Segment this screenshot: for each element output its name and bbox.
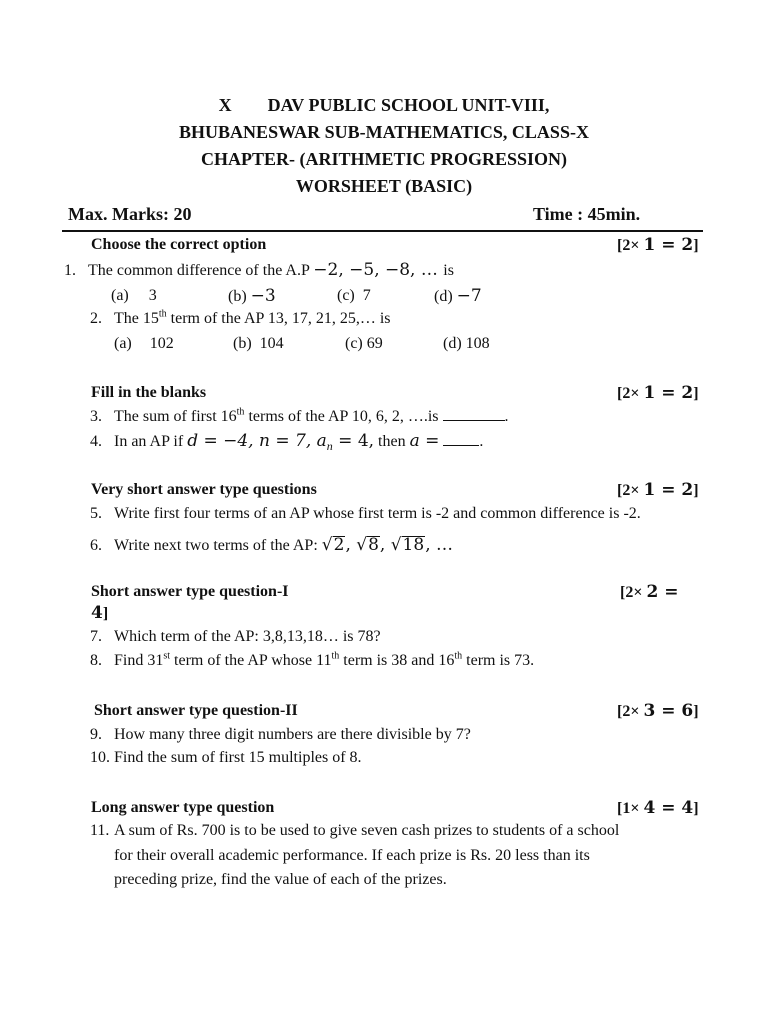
q1-option-a: (a) 3: [111, 287, 157, 304]
question-6: 6. Write next two terms of the AP: √2, √8, √18, …: [90, 535, 453, 555]
question-11-line-3: preceding prize, find the value of each of the prizes.: [114, 871, 447, 888]
section-marks-fill-blanks: [2× 1 = 2]: [617, 383, 699, 403]
section-marks-mcq: [2× 1 = 2]: [617, 235, 699, 255]
question-7: 7. Which term of the AP: 3,8,13,18… is 78?: [90, 628, 381, 645]
worksheet-title: WORSHEET (BASIC): [295, 176, 473, 196]
answer-blank[interactable]: [443, 431, 479, 446]
section-title-long: Long answer type question: [91, 799, 275, 816]
school-title: [0, 95, 768, 115]
time-allowed: Time : 45min.: [533, 204, 641, 224]
section-title-short-1: Short answer type question-I: [91, 583, 289, 600]
question-2: 2. The 15th term of the AP 13, 17, 21, 25,… is: [90, 308, 391, 327]
school-name: DAV PUBLIC SCHOOL UNIT-VIII,: [267, 95, 550, 115]
question-11-line-2: for their overall academic performance. If each prize is Rs. 20 less than its: [114, 847, 590, 864]
section-marks-short-2: [2× 3 = 6]: [617, 701, 699, 721]
section-title-mcq: Choose the correct option: [91, 236, 267, 253]
q2-option-a: (a) 102: [114, 335, 174, 352]
q2-option-c: (c) 69: [345, 335, 383, 352]
section-marks-short-1: [2× 2 =: [620, 582, 679, 602]
q2-option-d: (d) 108: [443, 335, 490, 352]
question-5: 5. Write first four terms of an AP whose first term is -2 and common difference is -2.: [90, 505, 641, 522]
question-10: 10. Find the sum of first 15 multiples of 8.: [90, 749, 362, 766]
question-9: 9. How many three digit numbers are there divisible by 7?: [90, 726, 471, 743]
section-title-very-short: Very short answer type questions: [91, 481, 317, 498]
answer-blank[interactable]: [443, 406, 505, 421]
section-marks-long: [1× 4 = 4]: [617, 798, 699, 818]
section-marks-short-1-wrap: 4]: [91, 603, 109, 623]
class-label: X: [218, 95, 232, 115]
section-title-fill-blanks: Fill in the blanks: [91, 384, 207, 401]
question-8: 8. Find 31st term of the AP whose 11th term is 38 and 16th term is 73.: [90, 650, 535, 669]
max-marks: Max. Marks: 20: [68, 204, 192, 224]
question-1: 1. The common difference of the A.P −2, −5, −8, … is: [64, 260, 454, 280]
question-11: 11. A sum of Rs. 700 is to be used to give seven cash prizes to students of a school: [90, 822, 620, 839]
q1-option-d: (d) −7: [434, 286, 482, 306]
sqrt-2: √2, √8, √18, …: [321, 535, 453, 555]
chapter-line: CHAPTER- (ARITHMETIC PROGRESSION): [200, 149, 568, 169]
question-3: 3. The sum of first 16th terms of the AP 10, 6, 2, ….is .: [90, 406, 509, 425]
q1-option-b: (b) −3: [228, 286, 276, 306]
section-title-short-2: Short answer type question-II: [94, 702, 298, 719]
section-marks-very-short: [2× 1 = 2]: [617, 480, 699, 500]
subject-line: BHUBANESWAR SUB-MATHEMATICS, CLASS-X: [179, 122, 589, 142]
question-4: 4. In an AP if d = −4, n = 7, $a_n = 4$, then a = .: [90, 431, 484, 454]
header-divider: [62, 230, 703, 232]
q2-option-b: (b) 104: [233, 335, 284, 352]
q1-option-c: (c) 7: [337, 287, 371, 304]
